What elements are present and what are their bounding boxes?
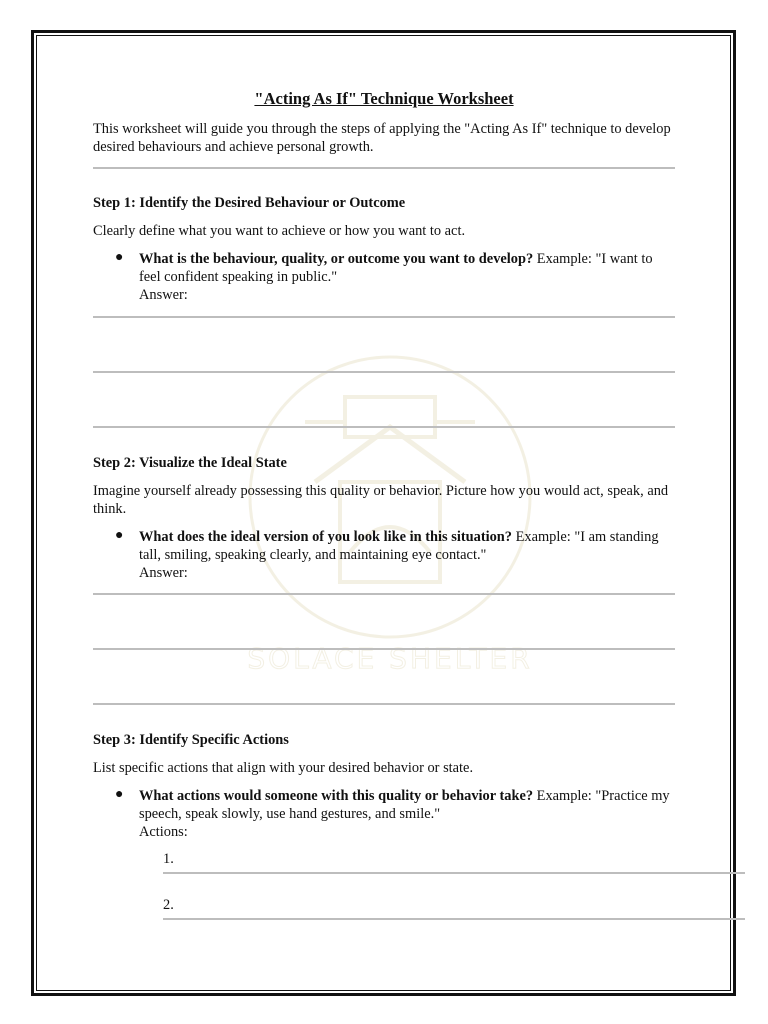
intro-text: This worksheet will guide you through the steps of applying the "Acting As If" technique to develop desired behaviours and achieve personal growth. bbox=[93, 121, 671, 155]
step-2-question-item bbox=[93, 528, 675, 582]
action-item-1[interactable] bbox=[93, 850, 675, 896]
step-2-example: Example: "I am standing tall, smiling, speaking clearly, and maintaining eye contact." bbox=[139, 529, 659, 563]
worksheet-content bbox=[93, 86, 675, 936]
step-2-answer-line-1[interactable] bbox=[93, 593, 675, 595]
bullet-icon: ● bbox=[115, 787, 124, 802]
divider bbox=[93, 167, 675, 169]
step-3-question-item bbox=[93, 787, 675, 841]
step-3-question: What actions would someone with this quality or behavior take? bbox=[139, 788, 534, 804]
watermark-text: SOLACE SHELTER bbox=[247, 642, 533, 675]
step-2-description: Imagine yourself already possessing this quality or behavior. Picture how you would act, speak, and think. bbox=[93, 483, 669, 517]
bullet-icon: ● bbox=[115, 528, 124, 543]
action-line-2[interactable] bbox=[163, 918, 745, 920]
step-1-answer-label: Answer: bbox=[139, 287, 188, 303]
step-2-answer-label: Answer: bbox=[139, 565, 188, 581]
step-1-answer-line-3[interactable] bbox=[93, 426, 675, 428]
step-1-question: What is the behaviour, quality, or outcome you want to develop? bbox=[139, 251, 534, 267]
action-number-1: 1. bbox=[163, 851, 174, 867]
action-item-2[interactable] bbox=[93, 896, 675, 936]
action-number-2: 2. bbox=[163, 897, 174, 913]
step-1-answer-line-1[interactable] bbox=[93, 316, 675, 318]
step-2-answer-line-3[interactable] bbox=[93, 703, 675, 705]
step-1-answer-line-2[interactable] bbox=[93, 371, 675, 373]
step-1-question-item bbox=[93, 250, 675, 304]
step-3-description: List specific actions that align with your desired behavior or state. bbox=[93, 760, 474, 776]
step-2-question: What does the ideal version of you look like in this situation? bbox=[139, 529, 513, 545]
step-1-heading: Step 1: Identify the Desired Behaviour or Outcome bbox=[93, 195, 406, 211]
step-1-example: Example: "I want to feel confident speaking in public." bbox=[139, 251, 653, 285]
step-2-answer-line-2[interactable] bbox=[93, 648, 675, 650]
step-3-heading: Step 3: Identify Specific Actions bbox=[93, 732, 289, 748]
step-3-actions-label: Actions: bbox=[139, 824, 188, 840]
step-3-example: Example: "Practice my speech, speak slowly, use hand gestures, and smile." bbox=[139, 788, 670, 822]
step-2-heading: Step 2: Visualize the Ideal State bbox=[93, 455, 287, 471]
page-title: "Acting As If" Technique Worksheet bbox=[254, 89, 514, 108]
action-line-1[interactable] bbox=[163, 872, 745, 874]
step-1-description: Clearly define what you want to achieve or how you want to act. bbox=[93, 223, 466, 239]
bullet-icon: ● bbox=[115, 250, 124, 265]
